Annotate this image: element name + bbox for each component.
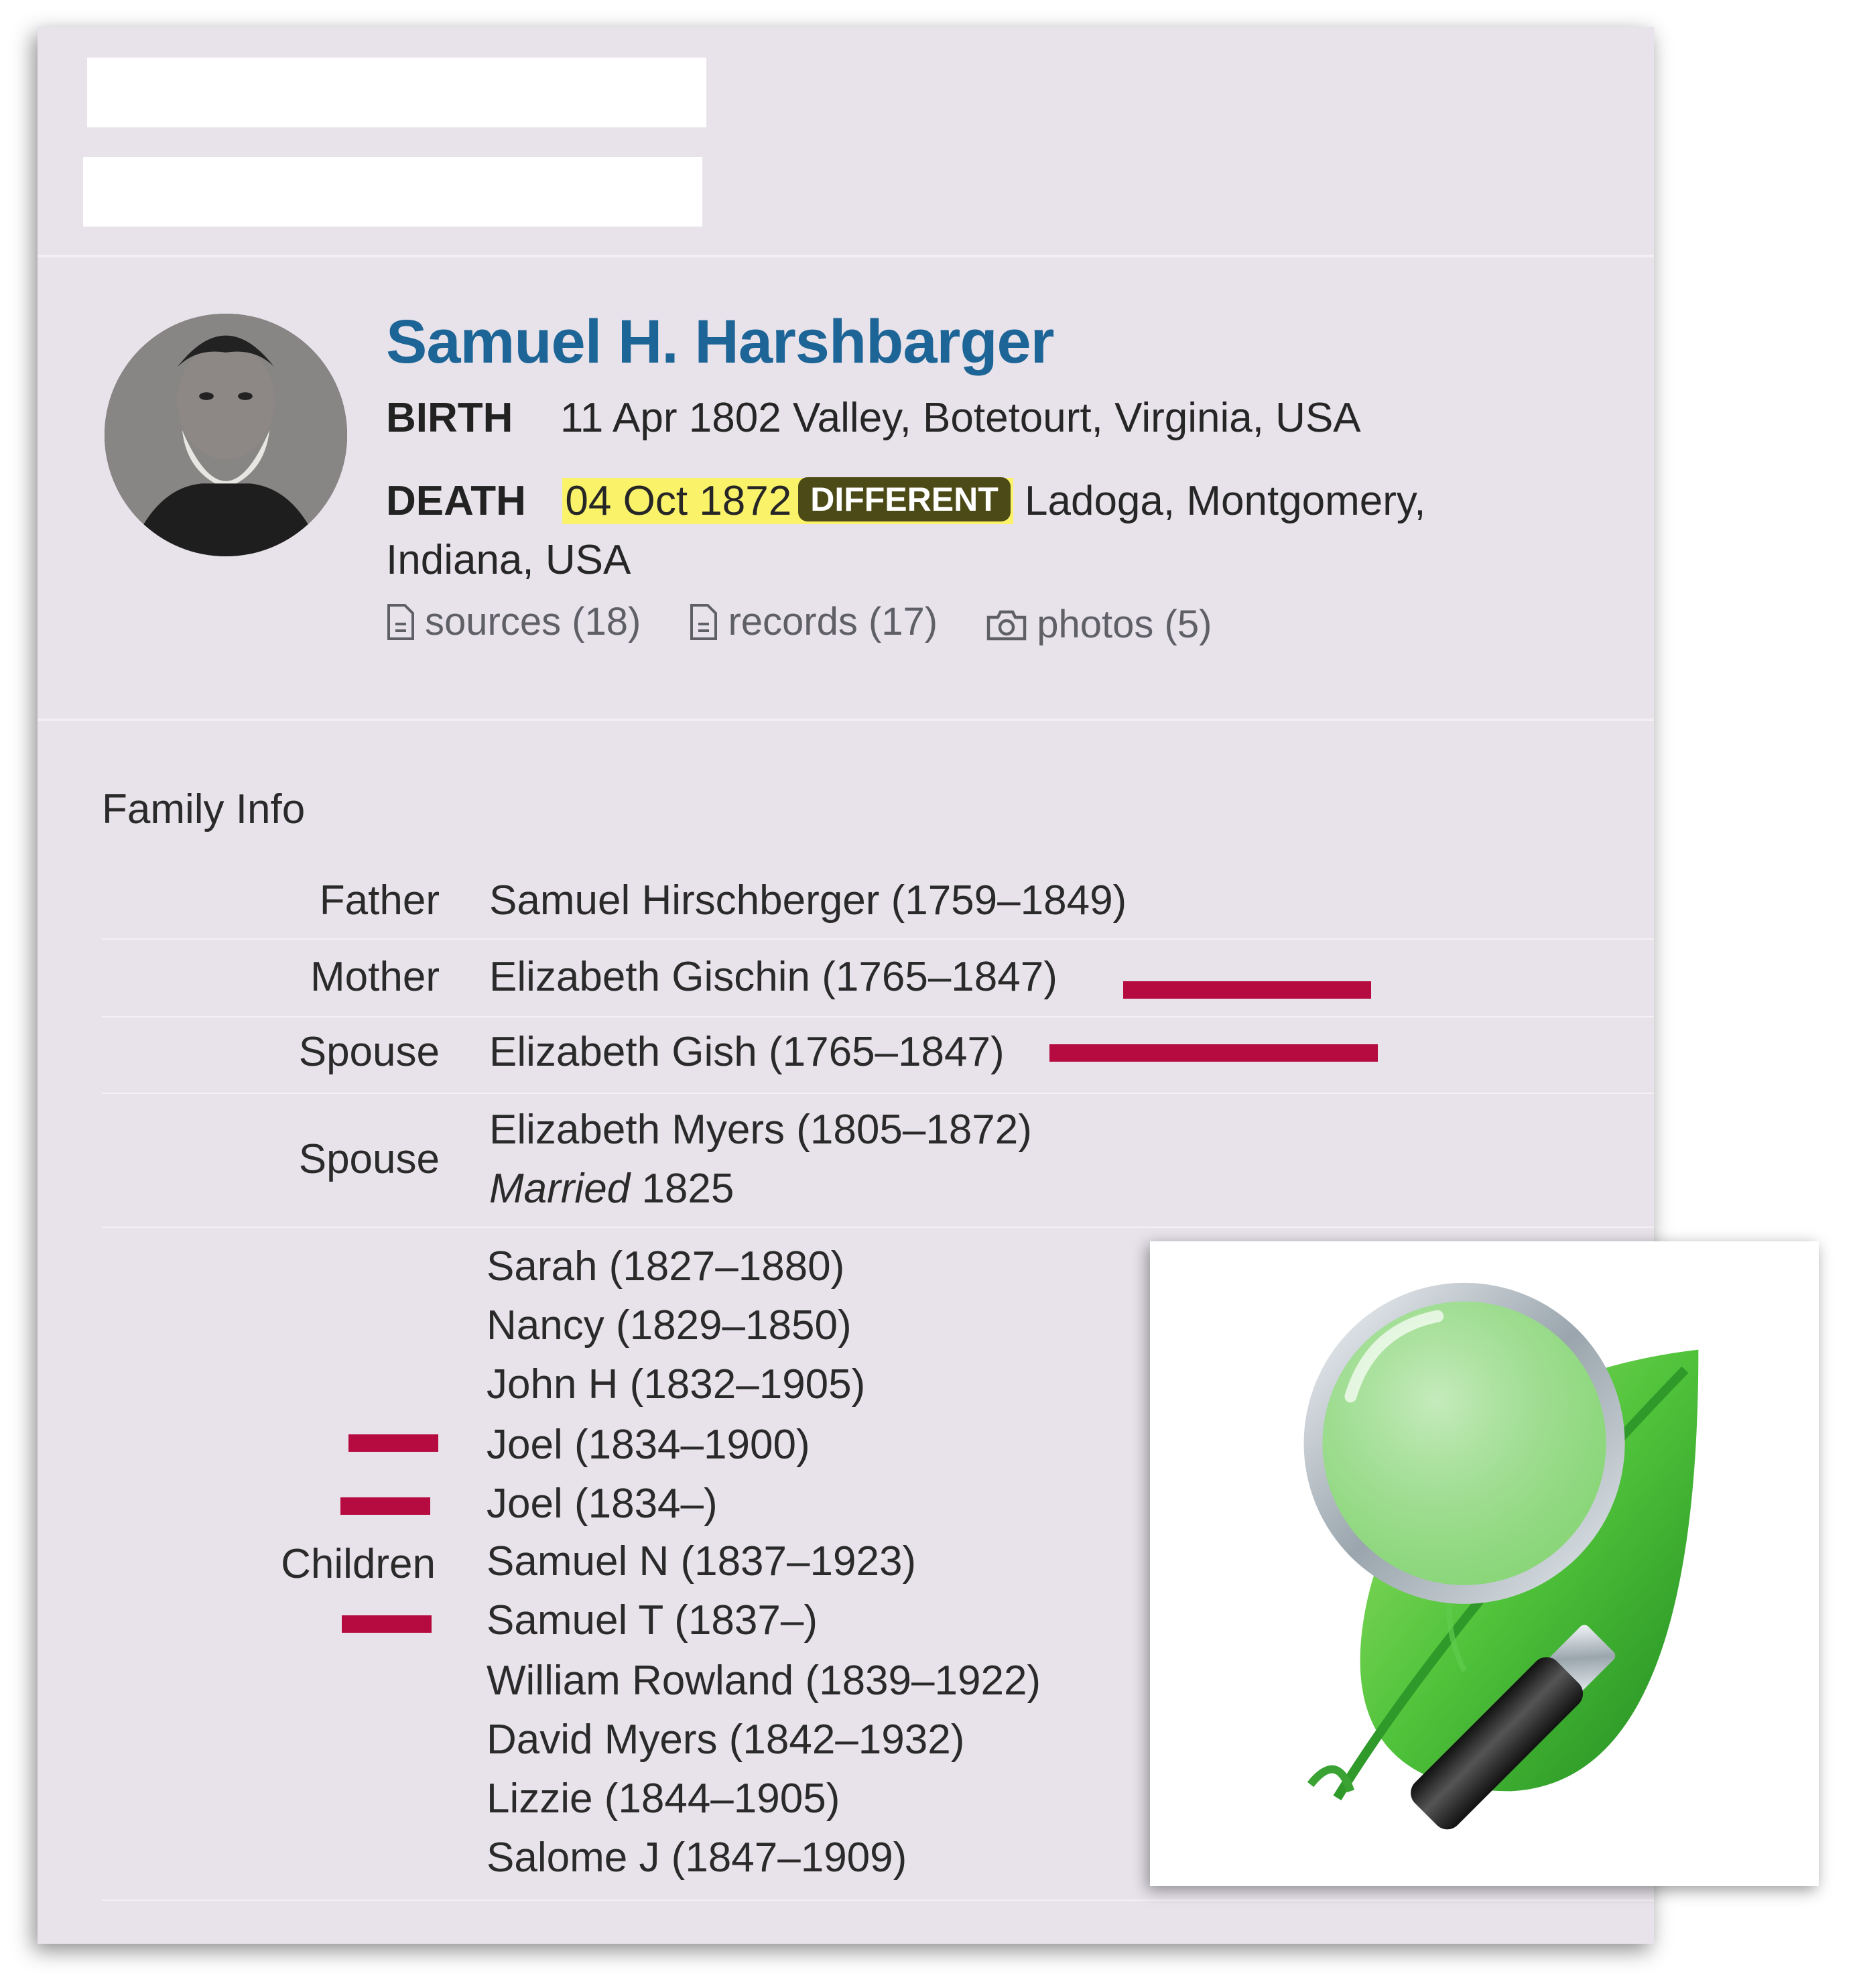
row-divider <box>102 1016 1654 1017</box>
avatar[interactable] <box>105 314 347 556</box>
red-annotation-mark <box>1123 981 1371 999</box>
redacted-header-line-2 <box>83 157 702 227</box>
child-link[interactable]: Nancy (1829–1850) <box>487 1302 852 1349</box>
photos-link-label: photos (5) <box>1037 603 1212 646</box>
birth-line <box>386 394 1361 442</box>
birth-label: BIRTH <box>386 395 513 441</box>
child-link[interactable]: William Rowland (1839–1922) <box>487 1658 1041 1704</box>
header-divider <box>38 255 1654 257</box>
records-link[interactable] <box>689 599 938 644</box>
child-link[interactable]: Samuel N (1837–1923) <box>487 1538 917 1585</box>
photos-link[interactable] <box>986 602 1212 647</box>
sources-link-label: sources (18) <box>425 600 641 643</box>
document-icon <box>689 603 718 641</box>
red-annotation-mark <box>342 1615 432 1633</box>
children-label: Children <box>281 1541 436 1587</box>
father-label: Father <box>319 877 440 924</box>
spouse-label: Spouse <box>298 1029 440 1075</box>
family-info-heading: Family Info <box>102 786 306 832</box>
document-icon <box>386 603 415 641</box>
red-annotation-mark <box>340 1497 430 1515</box>
spouse-link[interactable]: Elizabeth Gish (1765–1847) <box>489 1029 1005 1075</box>
mother-label: Mother <box>310 954 440 1000</box>
portrait-photo <box>105 314 347 556</box>
leaf-magnifier-logo <box>1150 1241 1819 1886</box>
child-link[interactable]: Salome J (1847–1909) <box>487 1835 907 1881</box>
row-divider <box>102 1900 1654 1901</box>
death-highlight <box>562 478 1013 524</box>
records-link-label: records (17) <box>728 600 938 643</box>
death-place-continued: Indiana, USA <box>386 537 631 583</box>
married-label: Married <box>489 1166 631 1212</box>
child-link[interactable]: David Myers (1842–1932) <box>487 1717 965 1763</box>
red-annotation-mark <box>1049 1044 1378 1062</box>
person-name[interactable]: Samuel H. Harshbarger <box>386 308 1054 376</box>
row-divider <box>102 1093 1654 1094</box>
child-link[interactable]: Joel (1834–) <box>487 1481 718 1527</box>
marriage-info <box>489 1165 734 1213</box>
death-line <box>386 477 1426 525</box>
child-link[interactable]: John H (1832–1905) <box>487 1361 866 1408</box>
child-link[interactable]: Samuel T (1837–) <box>487 1597 818 1643</box>
resource-links <box>386 599 1249 651</box>
row-divider <box>102 1227 1654 1228</box>
spouse-link[interactable]: Elizabeth Myers (1805–1872) <box>489 1107 1032 1153</box>
death-place: Ladoga, Montgomery, <box>1025 478 1426 524</box>
sources-link[interactable] <box>386 599 641 644</box>
different-badge: DIFFERENT <box>798 477 1011 521</box>
redacted-header-line-1 <box>87 58 706 127</box>
mother-link[interactable]: Elizabeth Gischin (1765–1847) <box>489 954 1057 1000</box>
leaf-magnifier-icon <box>1150 1241 1819 1886</box>
father-link[interactable]: Samuel Hirschberger (1759–1849) <box>489 877 1127 924</box>
death-date: 04 Oct 1872 <box>565 478 792 524</box>
profile-divider <box>38 719 1654 721</box>
child-link[interactable]: Joel (1834–1900) <box>487 1422 810 1468</box>
birth-value: 11 Apr 1802 Valley, Botetourt, Virginia, USA <box>560 395 1361 441</box>
married-year: 1825 <box>641 1166 734 1212</box>
death-label: DEATH <box>386 478 526 524</box>
camera-icon <box>986 608 1027 641</box>
row-divider <box>102 938 1654 940</box>
red-annotation-mark <box>348 1434 438 1452</box>
spouse-label: Spouse <box>298 1136 440 1182</box>
child-link[interactable]: Lizzie (1844–1905) <box>487 1776 840 1822</box>
child-link[interactable]: Sarah (1827–1880) <box>487 1243 845 1290</box>
